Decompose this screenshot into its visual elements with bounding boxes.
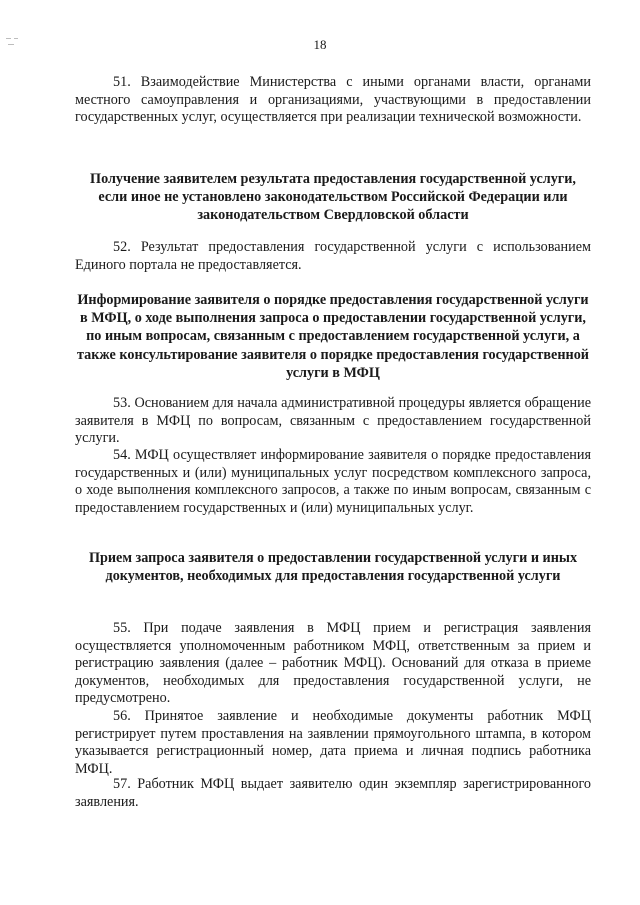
paragraph-55-text: 55. При подаче заявления в МФЦ прием и регистрация заявления осуществляется уполномоченным работником МФЦ, ответственным за прием и регистрацию заявления (далее – работник МФЦ). Оснований для отказа в приеме документов, необходимых для предоставления государственной услуги, не предусмотрено. (75, 620, 591, 707)
paragraph-51 (75, 74, 591, 127)
paragraph-56-text: 56. Принятое заявление и необходимые документы работник МФЦ регистрирует путем проставления на заявлении прямоугольного штампа, в котором указывается регистрационный номер, дата приема и личная подпись работника МФЦ. (75, 708, 591, 777)
paragraph-55 (75, 620, 591, 708)
paragraph-52 (75, 239, 591, 274)
paragraph-57 (75, 776, 591, 811)
paragraph-52-text: 52. Результат предоставления государственной услуги с использованием Единого портала не предоставляется. (75, 239, 591, 273)
paragraph-54-text: 54. МФЦ осуществляет информирование заявителя о порядке предоставления государственных и (или) муниципальных услуг посредством комплексного запроса, о ходе выполнения комплексного запросов, а также по иным вопросам, связанным с предоставлением государственных и (или) муниципальных услуг. (75, 447, 591, 516)
paragraph-56 (75, 708, 591, 778)
section-heading-informing: Информирование заявителя о порядке предоставления государственной услуги в МФЦ, о ходе выполнения запроса о предоставлении государственной услуги, по иным вопросам, связанным с предоставлением государственной услуги, а также консультирование заявителя о порядке предоставления государственной услуги в МФЦ (77, 292, 589, 381)
paragraph-54 (75, 447, 591, 517)
paragraph-51-text: 51. Взаимодействие Министерства с иными органами власти, органами местного самоуправления и организациями, участвующими в предоставлении государственных услуг, осуществляется при реализации технической возможности. (75, 74, 591, 126)
page-number: 18 (313, 37, 327, 52)
paragraph-53 (75, 395, 591, 448)
section-heading-result: Получение заявителем результата предоставления государственной услуги, если иное не установлено законодательством Российской Федерации или законодательством Свердловской области (90, 171, 576, 224)
paragraph-57-text: 57. Работник МФЦ выдает заявителю один экземпляр зарегистрированного заявления. (75, 776, 591, 810)
paragraph-53-text: 53. Основанием для начала административной процедуры является обращение заявителя в МФЦ по вопросам, связанным с предоставлением государственной услуги. (75, 395, 591, 447)
section-heading-reception: Прием запроса заявителя о предоставлении государственной услуги и иных документов, необходимых для предоставления государственной услуги (88, 550, 578, 585)
